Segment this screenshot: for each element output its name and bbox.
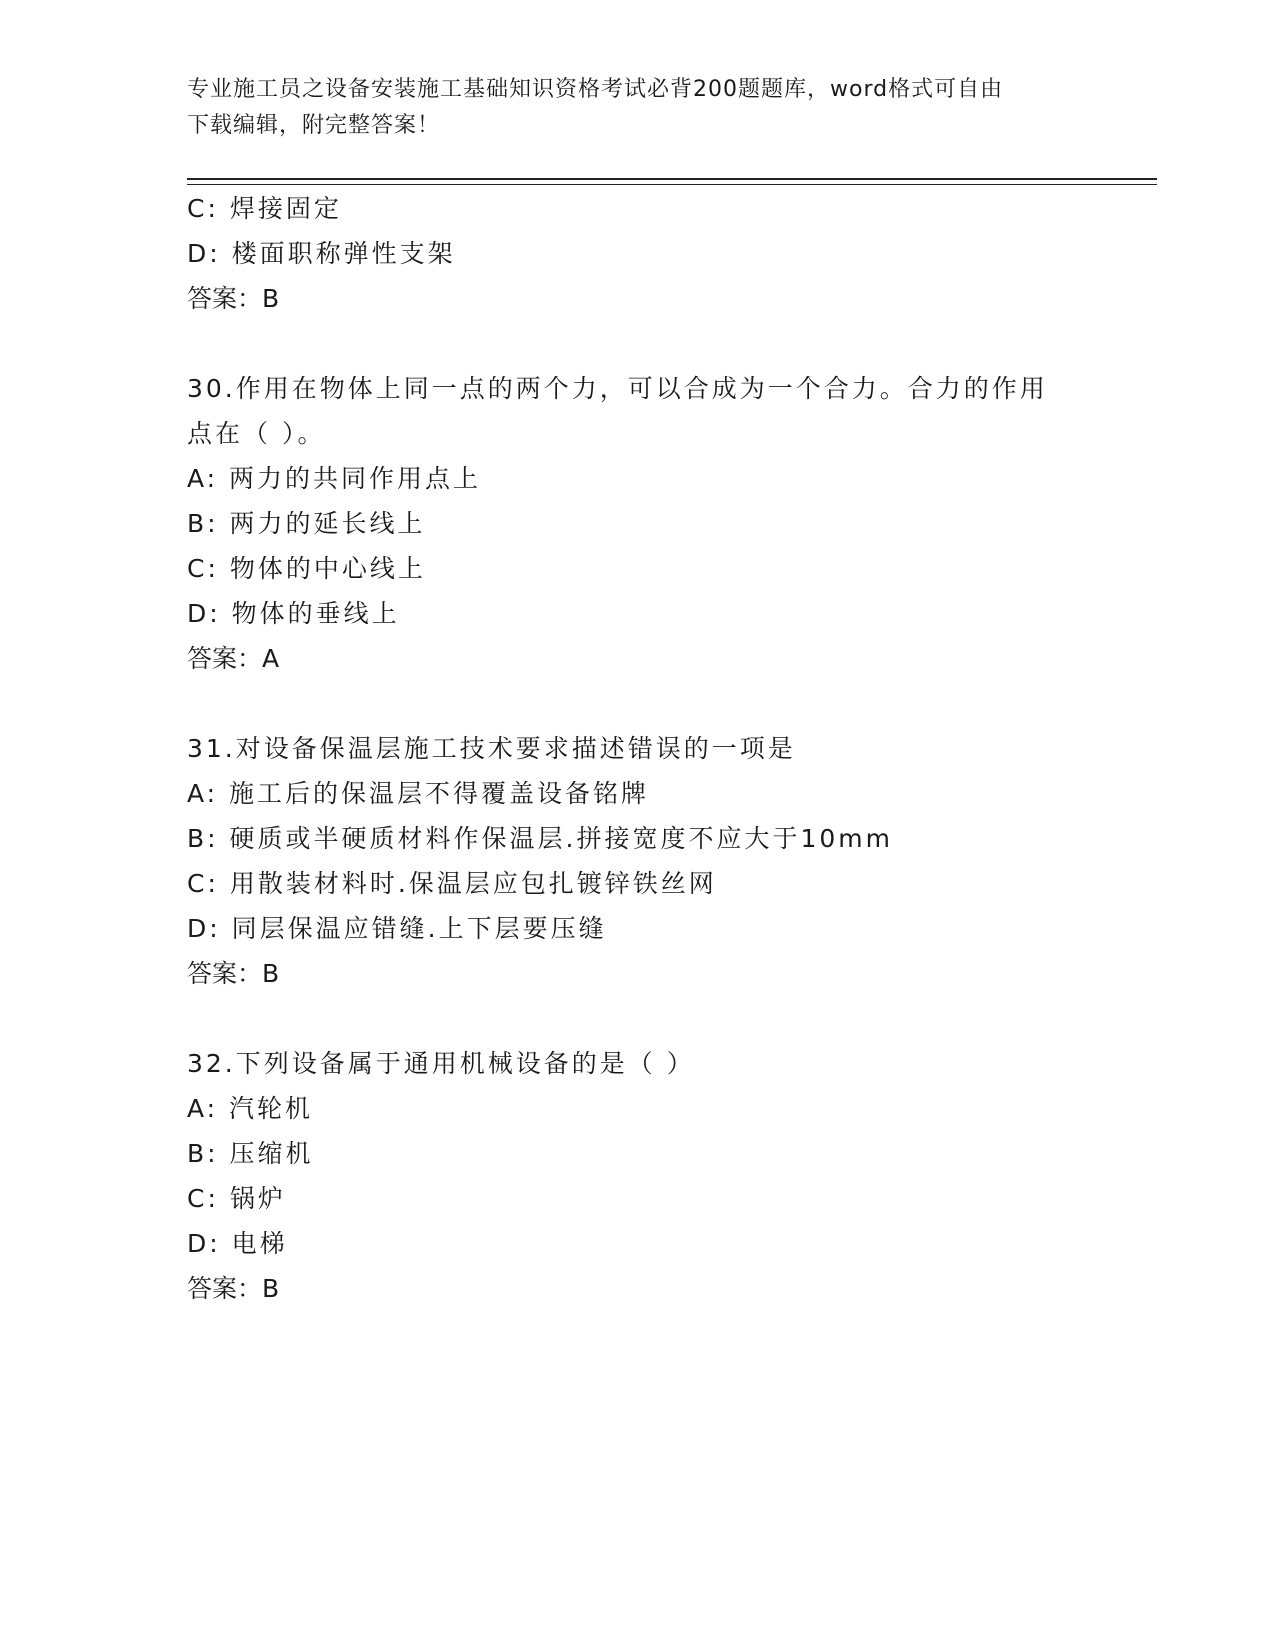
q29-option-c: C: 焊接固定 <box>187 194 342 223</box>
q29-answer: 答案：B <box>187 284 280 313</box>
q30-stem-line-1: 30.作用在物体上同一点的两个力，可以合成为一个合力。合力的作用 <box>187 374 1048 403</box>
q31-option-d: D: 同层保温应错缝.上下层要压缝 <box>187 914 607 943</box>
q31-stem: 31.对设备保温层施工技术要求描述错误的一项是 <box>187 734 796 763</box>
q32-option-b: B: 压缩机 <box>187 1139 314 1168</box>
page-header <box>187 72 1087 144</box>
q30-answer: 答案：A <box>187 644 280 673</box>
q32-option-d: D: 电梯 <box>187 1229 288 1258</box>
q32-answer: 答案：B <box>187 1274 280 1303</box>
header-divider <box>187 178 1157 180</box>
q29-option-d: D: 楼面职称弹性支架 <box>187 239 456 268</box>
q30-option-c: C: 物体的中心线上 <box>187 554 426 583</box>
q32-option-a: A: 汽轮机 <box>187 1094 314 1123</box>
q30-option-b: B: 两力的延长线上 <box>187 509 426 538</box>
header-line-1: 专业施工员之设备安装施工基础知识资格考试必背200题题库，word格式可自由 <box>187 77 1004 102</box>
q31-option-c: C: 用散装材料时.保温层应包扎镀锌铁丝网 <box>187 869 717 898</box>
q32-option-c: C: 锅炉 <box>187 1184 286 1213</box>
q30-option-a: A: 两力的共同作用点上 <box>187 464 482 493</box>
q31-option-b: B: 硬质或半硬质材料作保温层.拼接宽度不应大于10mm <box>187 824 893 853</box>
header-divider-secondary <box>187 184 1157 185</box>
q30-option-d: D: 物体的垂线上 <box>187 599 400 628</box>
q31-option-a: A: 施工后的保温层不得覆盖设备铭牌 <box>187 779 650 808</box>
q31-answer: 答案：B <box>187 959 280 988</box>
q32-stem: 32.下列设备属于通用机械设备的是（ ） <box>187 1049 695 1078</box>
q30-stem-line-2: 点在（ ）。 <box>187 419 326 448</box>
header-line-2: 下载编辑，附完整答案！ <box>187 113 441 138</box>
